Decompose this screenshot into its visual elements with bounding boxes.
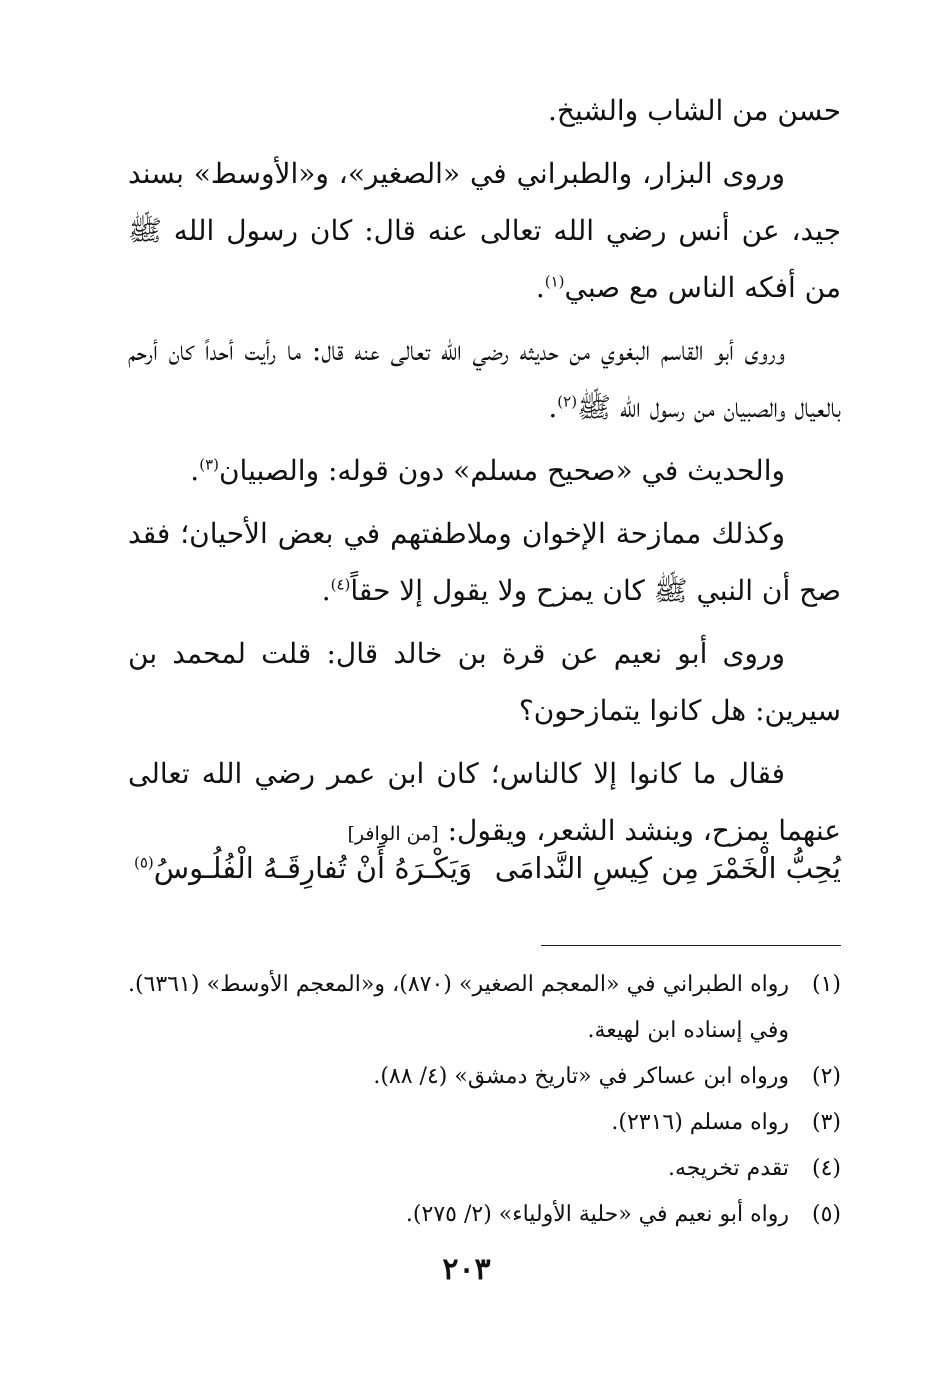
- paragraph-2-text: وروى البزار، والطبراني في «الصغير»، و«الأوسط» بسند جيد، عن أنس رضي الله تعالى عنه قال: كان رسول الله ﷺ من أفكه الناس مع صبي: [128, 157, 841, 304]
- footnote-item: [128, 962, 841, 1054]
- paragraph-3: وروى أبو القاسم البغوي من حديثه رضي الله تعالى عنه قال: ما رأيت أحداً كان أرحم بالعيال والصبيان من رسول الله ﷺ$^{(٢)}$.: [128, 334, 841, 424]
- footnote-number: (٣): [811, 1110, 841, 1135]
- footnote-ref-5: (٥): [134, 853, 154, 872]
- footnote-text: رواه الطبراني في «المعجم الصغير» (٨٧٠)، و«المعجم الأوسط» (٦٣٦١). وفي إسناده ابن لهيعة.: [128, 972, 789, 1043]
- footnote-text: ورواه ابن عساكر في «تاريخ دمشق» (٤/ ٨٨).: [373, 1064, 789, 1089]
- paragraph-2: وروى البزار، والطبراني في «الصغير»، و«الأوسط» بسند جيد، عن أنس رضي الله تعالى عنه قال: كان رسول الله ﷺ من أفكه الناس مع صبي$^{(١)}$.: [128, 157, 841, 304]
- paragraph-3-text: وروى أبو القاسم البغوي من حديثه رضي الله تعالى عنه قال: ما رأيت أحداً كان أرحم بالعيال والصبيان من رسول الله ﷺ: [128, 334, 841, 424]
- footnote-ref-2: (٢): [557, 392, 578, 411]
- footnote-number: (٤): [811, 1156, 841, 1181]
- footnote-number: (١): [811, 972, 841, 997]
- paragraph-1: [128, 82, 841, 139]
- footnote-text: تقدم تخريجه.: [668, 1156, 789, 1181]
- main-text: [128, 82, 841, 872]
- paragraph-5-text: وكذلك ممازحة الإخوان وملاطفتهم في بعض الأحيان؛ فقد صح أن النبي ﷺ كان يمزح ولا يقول إلا حقاً: [128, 517, 841, 607]
- paragraph-4: والحديث في «صحيح مسلم» دون قوله: والصبيان$^{(٣)}$.: [190, 454, 785, 487]
- footnote-separator: [541, 945, 841, 946]
- footnote-item: [128, 1146, 841, 1192]
- footnote-item: [128, 1054, 841, 1100]
- footnote-number: (٥): [811, 1202, 841, 1227]
- poetic-meter-label: [من الوافر]: [347, 823, 439, 845]
- page-number: ٢٠٣: [442, 1252, 491, 1287]
- paragraph-1-text: حسن من الشاب والشيخ.: [547, 94, 841, 127]
- footnote-ref-3: (٣): [199, 455, 219, 474]
- footnote-text: رواه مسلم (٢٣١٦).: [611, 1110, 789, 1135]
- verse-second-hemistich: [134, 838, 472, 898]
- footnote-text: رواه أبو نعيم في «حلية الأولياء» (٢/ ٢٧٥).: [405, 1202, 789, 1227]
- paragraph-6: [128, 625, 841, 739]
- footnote-item: [128, 1192, 841, 1238]
- paragraph-5: وكذلك ممازحة الإخوان وملاطفتهم في بعض الأحيان؛ فقد صح أن النبي ﷺ كان يمزح ولا يقول إلا حقاً$^{(٤)}$.: [128, 517, 841, 607]
- verse-first-text: يُحِبُّ الْخَمْرَ مِن كِيسِ النَّدامَى: [494, 851, 841, 885]
- verse-first-hemistich: [495, 838, 841, 898]
- paragraph-7-text: فقال ما كانوا إلا كالناس؛ كان ابن عمر رضي الله تعالى عنهما يمزح، وينشد الشعر، ويقول:: [128, 757, 841, 847]
- paragraph-6-text: وروى أبو نعيم عن قرة بن خالد قال: قلت لمحمد بن سيرين: هل كانوا يتمازحون؟: [128, 637, 841, 727]
- paragraph-4-text: والحديث في «صحيح مسلم» دون قوله: والصبيان: [218, 454, 785, 487]
- verse-second-text: وَيَكْـرَهُ أَنْ تُفارِقَـهُ الْفُلُـوسُ: [153, 851, 473, 885]
- footnote-item: [128, 1100, 841, 1146]
- footnotes: [128, 962, 841, 1238]
- poem-verse: [128, 838, 841, 898]
- footnote-number: (٢): [811, 1064, 841, 1089]
- footnote-ref-4: (٤): [330, 575, 351, 594]
- footnote-ref-1: (١): [544, 272, 565, 291]
